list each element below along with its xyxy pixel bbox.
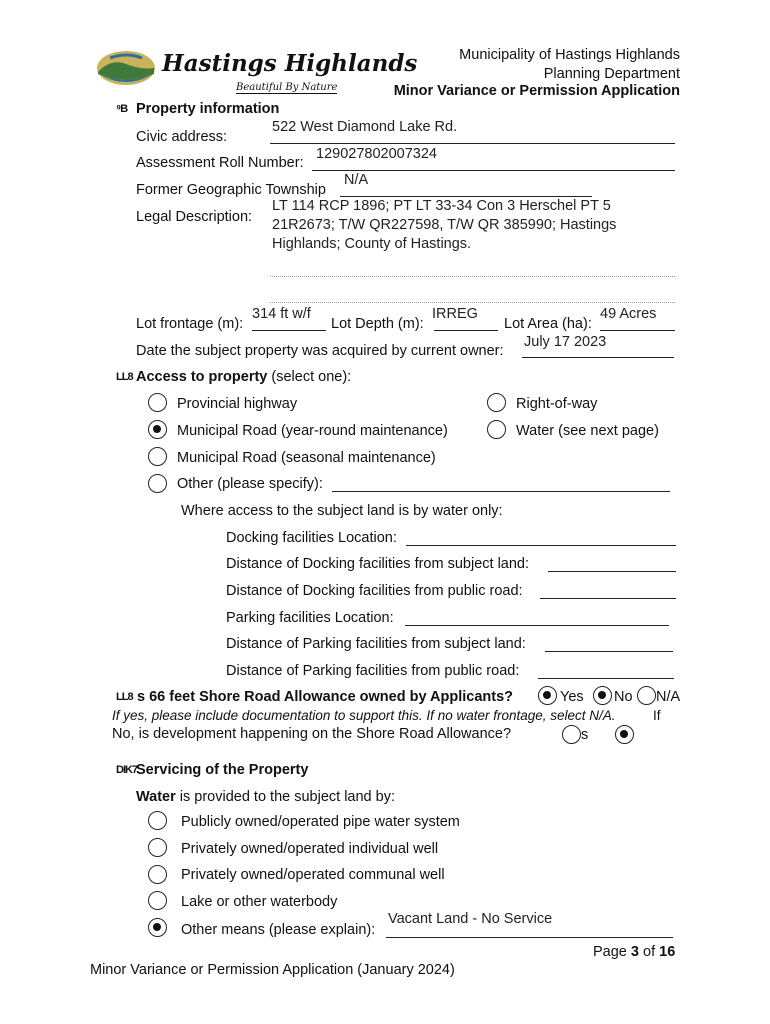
radio-development-yes[interactable]: [562, 725, 581, 744]
acquired-line: [522, 357, 674, 358]
legal-line2[interactable]: 21R2673; T/W QR227598, T/W QR 385990; Hastings: [272, 217, 617, 233]
shore-question: s 66 feet Shore Road Allowance owned by Applicants?: [137, 689, 514, 705]
water-rest: is provided to the subject land by:: [179, 789, 395, 805]
page-number: [593, 944, 675, 960]
parking-location-line[interactable]: [405, 625, 669, 626]
water-intro: Where access to the subject land is by water only:: [181, 503, 503, 519]
logo-name: Hastings Highlands: [162, 50, 418, 77]
roll-label: Assessment Roll Number:: [136, 155, 304, 171]
radio-other-access[interactable]: [148, 474, 167, 493]
label-other-access: Other (please specify):: [177, 476, 323, 492]
page-current: 3: [630, 944, 639, 960]
depth-value[interactable]: IRREG: [432, 306, 478, 322]
water-intro-line: [136, 789, 395, 805]
access-glyph: LL8: [116, 371, 133, 383]
label-provincial: Provincial highway: [177, 396, 298, 412]
docking-land-line[interactable]: [548, 571, 676, 572]
township-line: [340, 196, 592, 197]
servicing-glyph: DIK7: [116, 764, 138, 776]
access-title-bold: Access to property: [136, 369, 268, 385]
footer-doc-name: Minor Variance or Permission Application (January 2024): [90, 962, 455, 978]
label-private-individual: Privately owned/operated individual well: [181, 841, 439, 857]
access-title: [136, 369, 351, 385]
radio-development-no[interactable]: [615, 725, 634, 744]
docking-location-line[interactable]: [406, 545, 676, 546]
civic-value[interactable]: 522 West Diamond Lake Rd.: [272, 119, 458, 135]
roll-line: [312, 170, 675, 171]
label-lake: Lake or other waterbody: [181, 894, 338, 910]
property-title: Property information: [136, 101, 280, 117]
page-prefix: Page: [593, 944, 627, 960]
township-label: Former Geographic Township: [136, 182, 326, 198]
legal-line1[interactable]: LT 114 RCP 1896; PT LT 33-34 Con 3 Herschel PT 5: [272, 198, 611, 214]
civic-label: Civic address:: [136, 129, 228, 145]
other-water-line: [386, 937, 673, 938]
other-water-value[interactable]: Vacant Land - No Service: [388, 911, 553, 927]
legal-line3[interactable]: Highlands; County of Hastings.: [272, 236, 472, 252]
area-label: Lot Area (ha):: [504, 316, 592, 332]
depth-line: [434, 330, 498, 331]
radio-water[interactable]: [487, 420, 506, 439]
radio-provincial[interactable]: [148, 393, 167, 412]
township-value[interactable]: N/A: [344, 172, 369, 188]
radio-private-communal[interactable]: [148, 865, 167, 884]
radio-public-pipe[interactable]: [148, 811, 167, 830]
radio-shore-no[interactable]: [593, 686, 612, 705]
access-title-suffix: (select one):: [271, 369, 352, 385]
radio-shore-na[interactable]: [637, 686, 656, 705]
roll-value[interactable]: 129027802007324: [316, 146, 437, 162]
label-public-pipe: Publicly owned/operated pipe water system: [181, 814, 460, 830]
radio-municipal-seasonal[interactable]: [148, 447, 167, 466]
label-water: Water (see next page): [516, 423, 659, 439]
page-of: of: [643, 944, 656, 960]
shore-glyph: LL8: [116, 691, 133, 703]
shore-question2: No, is development happening on the Shore Road Allowance?: [112, 726, 512, 742]
header-line2: Planning Department: [543, 66, 680, 82]
label-municipal-seasonal: Municipal Road (seasonal maintenance): [177, 450, 436, 466]
label-development-yes: s: [581, 727, 589, 743]
radio-shore-yes[interactable]: [538, 686, 557, 705]
acquired-value[interactable]: July 17 2023: [524, 334, 607, 350]
legal-dotline-2: [270, 302, 675, 303]
frontage-line: [252, 330, 326, 331]
label-other-water: Other means (please explain):: [181, 922, 376, 938]
label-shore-yes: Yes: [560, 689, 584, 705]
label-municipal-year: Municipal Road (year-round maintenance): [177, 423, 448, 439]
frontage-value[interactable]: 314 ft w/f: [252, 306, 311, 322]
radio-municipal-year[interactable]: [148, 420, 167, 439]
docking-location-label: Docking facilities Location:: [226, 530, 397, 546]
shore-note: If yes, please include documentation to support this. If no water frontage, select N/A.: [112, 708, 616, 723]
radio-right-of-way[interactable]: [487, 393, 506, 412]
area-line: [600, 330, 675, 331]
label-right-of-way: Right-of-way: [516, 396, 598, 412]
area-value[interactable]: 49 Acres: [600, 306, 657, 322]
parking-road-line[interactable]: [538, 678, 674, 679]
header-line3: Minor Variance or Permission Application: [393, 83, 680, 99]
parking-location-label: Parking facilities Location:: [226, 610, 394, 626]
servicing-title: Servicing of the Property: [136, 762, 309, 778]
other-access-line[interactable]: [332, 491, 670, 492]
parking-road-label: Distance of Parking facilities from public road:: [226, 663, 520, 679]
depth-label: Lot Depth (m):: [331, 316, 424, 332]
parking-land-line[interactable]: [545, 651, 673, 652]
legal-dotline-1: [270, 276, 675, 277]
header-line1: Municipality of Hastings Highlands: [459, 47, 680, 63]
radio-private-individual[interactable]: [148, 838, 167, 857]
docking-road-line[interactable]: [540, 598, 676, 599]
logo: [96, 46, 418, 98]
docking-land-label: Distance of Docking facilities from subject land:: [226, 556, 530, 572]
logo-icon: [96, 48, 156, 88]
frontage-label: Lot frontage (m):: [136, 316, 244, 332]
label-shore-na: N/A: [656, 689, 681, 705]
parking-land-label: Distance of Parking facilities from subject land:: [226, 636, 526, 652]
label-shore-no: No: [614, 689, 633, 705]
docking-road-label: Distance of Docking facilities from public road:: [226, 583, 523, 599]
logo-tagline: Beautiful By Nature: [236, 82, 338, 93]
legal-label: Legal Description:: [136, 209, 253, 225]
label-private-communal: Privately owned/operated communal well: [181, 867, 445, 883]
page-total: 16: [659, 944, 676, 960]
radio-lake[interactable]: [148, 891, 167, 910]
civic-line: [270, 143, 675, 144]
shore-note-tail: If: [653, 708, 661, 723]
radio-other-water[interactable]: [148, 918, 167, 937]
water-bold: Water: [136, 789, 176, 805]
acquired-label: Date the subject property was acquired by current owner:: [136, 343, 504, 359]
property-glyph: ⁹B: [116, 103, 128, 115]
